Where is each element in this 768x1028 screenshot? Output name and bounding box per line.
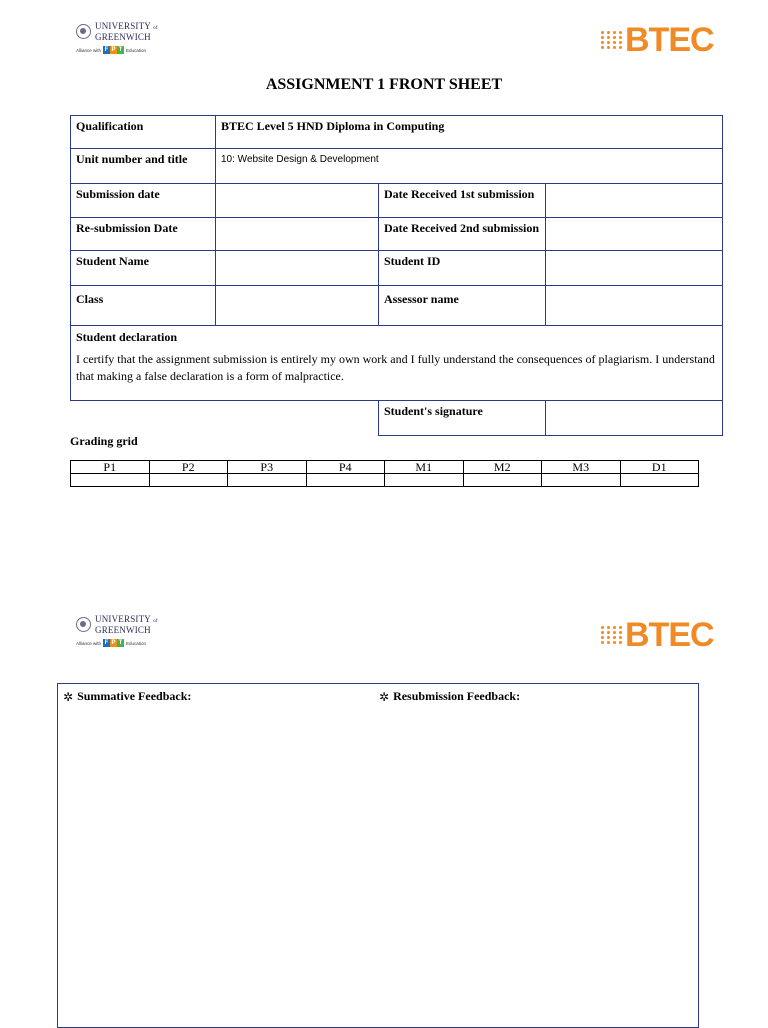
crest-icon	[76, 617, 91, 632]
logo-of-text: of	[153, 619, 158, 624]
declaration-label: Student declaration	[76, 330, 178, 344]
btec-dots-icon	[601, 31, 623, 49]
grade-cell[interactable]	[385, 474, 464, 487]
logo-university-text: UNIVERSITY	[95, 21, 151, 31]
resubmission-feedback-heading	[379, 689, 520, 704]
submission-date-field[interactable]	[216, 184, 379, 218]
date-received-1-label: Date Received 1st submission	[379, 184, 546, 218]
assessor-label: Assessor name	[379, 286, 546, 326]
alliance-suffix: Education	[126, 640, 147, 646]
date-received-1-field[interactable]	[546, 184, 723, 218]
feedback-box[interactable]	[57, 683, 699, 1028]
grade-cell[interactable]	[542, 474, 621, 487]
summative-feedback-heading	[63, 689, 191, 704]
btec-logo-text: BTEC	[625, 21, 714, 59]
gear-bullet-icon: ✲	[63, 689, 74, 704]
resubmission-date-label: Re-submission Date	[71, 218, 216, 251]
grade-header: P3	[228, 461, 307, 474]
fpt-letter: F	[104, 640, 109, 646]
fpt-logo	[103, 46, 124, 54]
summative-feedback-label: Summative Feedback:	[77, 689, 192, 703]
qualification-value: BTEC Level 5 HND Diploma in Computing	[216, 116, 723, 149]
grade-header: D1	[620, 461, 699, 474]
fpt-letter: P	[111, 640, 116, 646]
assessor-field[interactable]	[546, 286, 723, 326]
date-received-2-field[interactable]	[546, 218, 723, 251]
fpt-letter: P	[111, 47, 116, 53]
unit-label: Unit number and title	[71, 149, 216, 184]
unit-value: 10: Website Design & Development	[216, 149, 723, 184]
btec-dots-icon	[601, 626, 623, 644]
student-name-label: Student Name	[71, 251, 216, 286]
fpt-letter: T	[118, 47, 123, 53]
grade-header: M1	[385, 461, 464, 474]
grade-cell[interactable]	[149, 474, 228, 487]
grade-header: M2	[463, 461, 542, 474]
grade-header: P4	[306, 461, 385, 474]
fpt-letter: F	[104, 47, 109, 53]
grade-cell[interactable]	[306, 474, 385, 487]
grading-grid-label: Grading grid	[70, 434, 138, 448]
submission-date-label: Submission date	[71, 184, 216, 218]
grade-cell[interactable]	[620, 474, 699, 487]
class-field[interactable]	[216, 286, 379, 326]
declaration-cell	[71, 326, 723, 401]
alliance-suffix: Education	[126, 47, 147, 53]
university-logo-page2	[76, 615, 158, 647]
grade-cell[interactable]	[228, 474, 307, 487]
gear-bullet-icon: ✲	[379, 689, 390, 704]
alliance-prefix: Alliance with	[76, 640, 102, 646]
crest-icon	[76, 24, 91, 39]
btec-logo	[601, 23, 714, 57]
fpt-letter: T	[118, 640, 123, 646]
btec-logo-text: BTEC	[625, 616, 714, 654]
qualification-label: Qualification	[71, 116, 216, 149]
logo-greenwich-text: GREENWICH	[95, 625, 151, 635]
btec-logo-page2	[601, 618, 714, 652]
logo-university-text: UNIVERSITY	[95, 614, 151, 624]
logo-of-text: of	[153, 26, 158, 31]
resubmission-feedback-label: Resubmission Feedback:	[393, 689, 521, 703]
class-label: Class	[71, 286, 216, 326]
date-received-2-label: Date Received 2nd submission	[379, 218, 546, 251]
front-sheet-table	[70, 115, 723, 436]
alliance-prefix: Alliance with	[76, 47, 102, 53]
student-id-field[interactable]	[546, 251, 723, 286]
student-id-label: Student ID	[379, 251, 546, 286]
grade-header: P2	[149, 461, 228, 474]
grade-cell[interactable]	[463, 474, 542, 487]
university-logo	[76, 22, 158, 54]
grade-cell[interactable]	[71, 474, 150, 487]
grade-header: M3	[542, 461, 621, 474]
signature-field[interactable]	[546, 401, 723, 436]
grading-grid	[70, 460, 699, 487]
student-name-field[interactable]	[216, 251, 379, 286]
grade-header: P1	[71, 461, 150, 474]
fpt-logo	[103, 639, 124, 647]
page-title: ASSIGNMENT 1 FRONT SHEET	[265, 76, 503, 93]
declaration-text: I certify that the assignment submission is entirely my own work and I fully understand the consequences of plagiarism. I understand that making a false declaration is a form of malpractice.	[76, 352, 715, 383]
signature-label: Student's signature	[379, 401, 546, 436]
logo-greenwich-text: GREENWICH	[95, 32, 151, 42]
resubmission-date-field[interactable]	[216, 218, 379, 251]
